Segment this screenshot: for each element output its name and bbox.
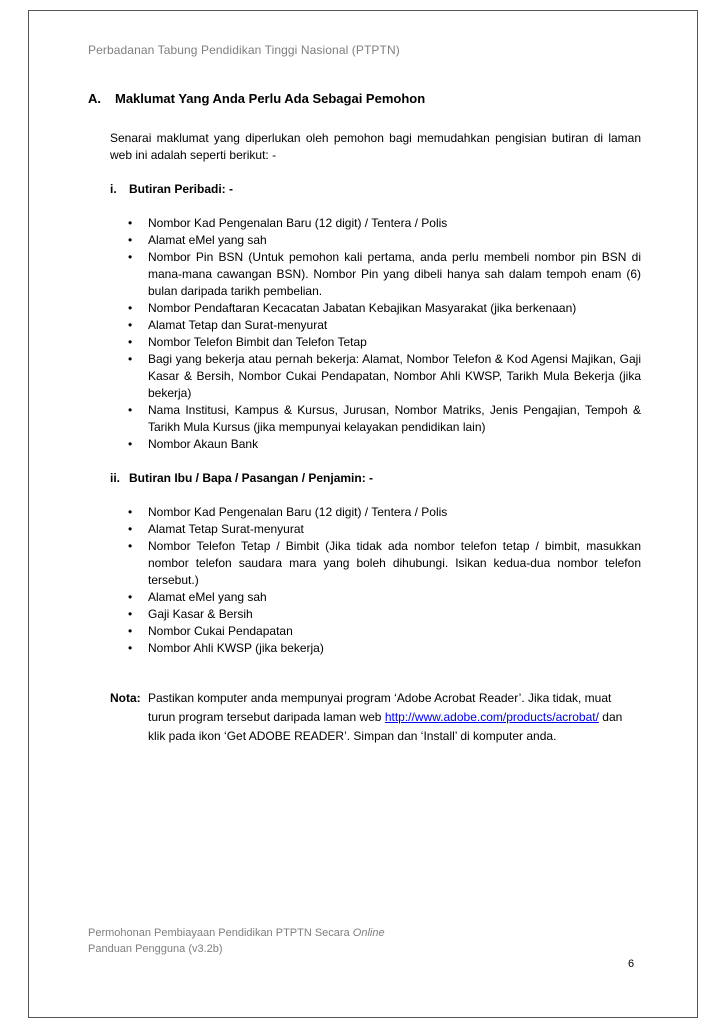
list-item-text: Nombor Telefon Bimbit dan Telefon Tetap — [148, 335, 367, 349]
list-item — [110, 249, 641, 300]
list-item-text: Nama Institusi, Kampus & Kursus, Jurusan, Nombor Matriks, Jenis Pengajian, Tempoh & Tarikh Mula Kursus (jika mempunyai kelayakan pendidikan lain) — [148, 403, 641, 434]
note-label: Nota: — [110, 691, 141, 705]
list-item — [110, 436, 641, 453]
list-item — [110, 521, 641, 538]
list-item — [110, 215, 641, 232]
subsection-heading-penjamin — [110, 470, 641, 487]
bullet-icon: • — [128, 301, 133, 315]
page-footer — [88, 925, 385, 957]
note-block — [110, 689, 641, 746]
bullet-icon: • — [128, 437, 133, 451]
bullet-list-peribadi — [110, 215, 641, 453]
section-number: A. — [88, 91, 101, 106]
section-heading — [88, 91, 425, 106]
list-item-text: Gaji Kasar & Bersih — [148, 607, 253, 621]
list-item — [110, 317, 641, 334]
list-item-text: Nombor Pendaftaran Kecacatan Jabatan Kebajikan Masyarakat (jika berkenaan) — [148, 301, 577, 315]
list-item-text: Nombor Telefon Tetap / Bimbit (Jika tidak ada nombor telefon tetap / bimbit, masukkan nombor telefon saudara mara yang boleh dihubungi. Isikan kedua-dua nombor telefon tersebut.) — [148, 539, 641, 587]
list-item-text: Nombor Kad Pengenalan Baru (12 digit) / Tentera / Polis — [148, 505, 448, 519]
intro-paragraph: Senarai maklumat yang diperlukan oleh pemohon bagi memudahkan pengisian butiran di laman web ini adalah seperti berikut: - — [110, 131, 641, 162]
list-item-text: Alamat eMel yang sah — [148, 233, 267, 247]
bullet-icon: • — [128, 318, 133, 332]
bullet-icon: • — [128, 624, 133, 638]
bullet-icon: • — [128, 505, 133, 519]
list-item — [110, 232, 641, 249]
bullet-icon: • — [128, 522, 133, 536]
bullet-icon: • — [128, 216, 133, 230]
bullet-icon: • — [128, 250, 133, 264]
list-item-text: Alamat Tetap dan Surat-menyurat — [148, 318, 328, 332]
footer-title-italic: Online — [352, 927, 385, 939]
bullet-icon: • — [128, 539, 133, 553]
bullet-icon: • — [128, 335, 133, 349]
footer-title: Permohonan Pembiayaan Pendidikan PTPTN Secara — [88, 927, 353, 939]
list-item-text: Nombor Pin BSN (Untuk pemohon kali pertama, anda perlu membeli nombor pin BSN di mana-mana cawangan BSN). Nombor Pin yang dibeli hanya sah dalam tempoh enam (6) bulan daripada tarikh pembelian. — [148, 250, 641, 298]
list-item — [110, 538, 641, 589]
bullet-icon: • — [128, 403, 133, 417]
subsection-title: Butiran Peribadi: - — [129, 182, 234, 196]
section-title: Maklumat Yang Anda Perlu Ada Sebagai Pemohon — [115, 91, 426, 106]
footer-line-2: Panduan Pengguna (v3.2b) — [88, 943, 223, 955]
bullet-icon: • — [128, 641, 133, 655]
list-item-text: Alamat eMel yang sah — [148, 590, 267, 604]
list-item-text: Nombor Kad Pengenalan Baru (12 digit) / Tentera / Polis — [148, 216, 448, 230]
subsection-number: i. — [110, 182, 117, 196]
note-text-after: dan klik pada ikon ‘Get ADOBE READER’. Simpan dan ‘Install’ di komputer anda. — [148, 710, 623, 743]
subsection-number: ii. — [110, 471, 121, 485]
list-item — [110, 640, 641, 657]
list-item — [110, 402, 641, 436]
page-number: 6 — [628, 958, 635, 970]
bullet-icon: • — [128, 233, 133, 247]
list-item-text: Bagi yang bekerja atau pernah bekerja: Alamat, Nombor Telefon & Kod Agensi Majikan, Gaji Kasar & Bersih, Nombor Cukai Pendapatan, Nombor Ahli KWSP, Tarikh Mula Bekerja (jika bekerja) — [148, 352, 641, 400]
subsection-title: Butiran Ibu / Bapa / Pasangan / Penjamin: - — [129, 471, 374, 485]
adobe-link[interactable]: http://www.adobe.com/products/acrobat/ — [384, 710, 599, 724]
list-item — [110, 504, 641, 521]
list-item-text: Nombor Akaun Bank — [148, 437, 259, 451]
list-item — [110, 300, 641, 317]
list-item-text: Alamat Tetap Surat-menyurat — [148, 522, 304, 536]
list-item-text: Nombor Cukai Pendapatan — [148, 624, 293, 638]
page-header: Perbadanan Tabung Pendidikan Tinggi Nasional (PTPTN) — [88, 43, 400, 57]
note-text-before: Pastikan komputer anda mempunyai program ‘Adobe Acrobat Reader’. Jika tidak, muat turun program tersebut daripada laman web — [148, 691, 612, 724]
list-item — [110, 623, 641, 640]
list-item — [110, 334, 641, 351]
list-item — [110, 589, 641, 606]
main-content — [110, 130, 641, 746]
footer-line-1 — [88, 925, 385, 941]
bullet-list-penjamin — [110, 504, 641, 657]
bullet-icon: • — [128, 352, 133, 366]
bullet-icon: • — [128, 590, 133, 604]
list-item — [110, 606, 641, 623]
bullet-icon: • — [128, 607, 133, 621]
list-item — [110, 351, 641, 402]
subsection-heading-peribadi — [110, 181, 641, 198]
list-item-text: Nombor Ahli KWSP (jika bekerja) — [148, 641, 324, 655]
